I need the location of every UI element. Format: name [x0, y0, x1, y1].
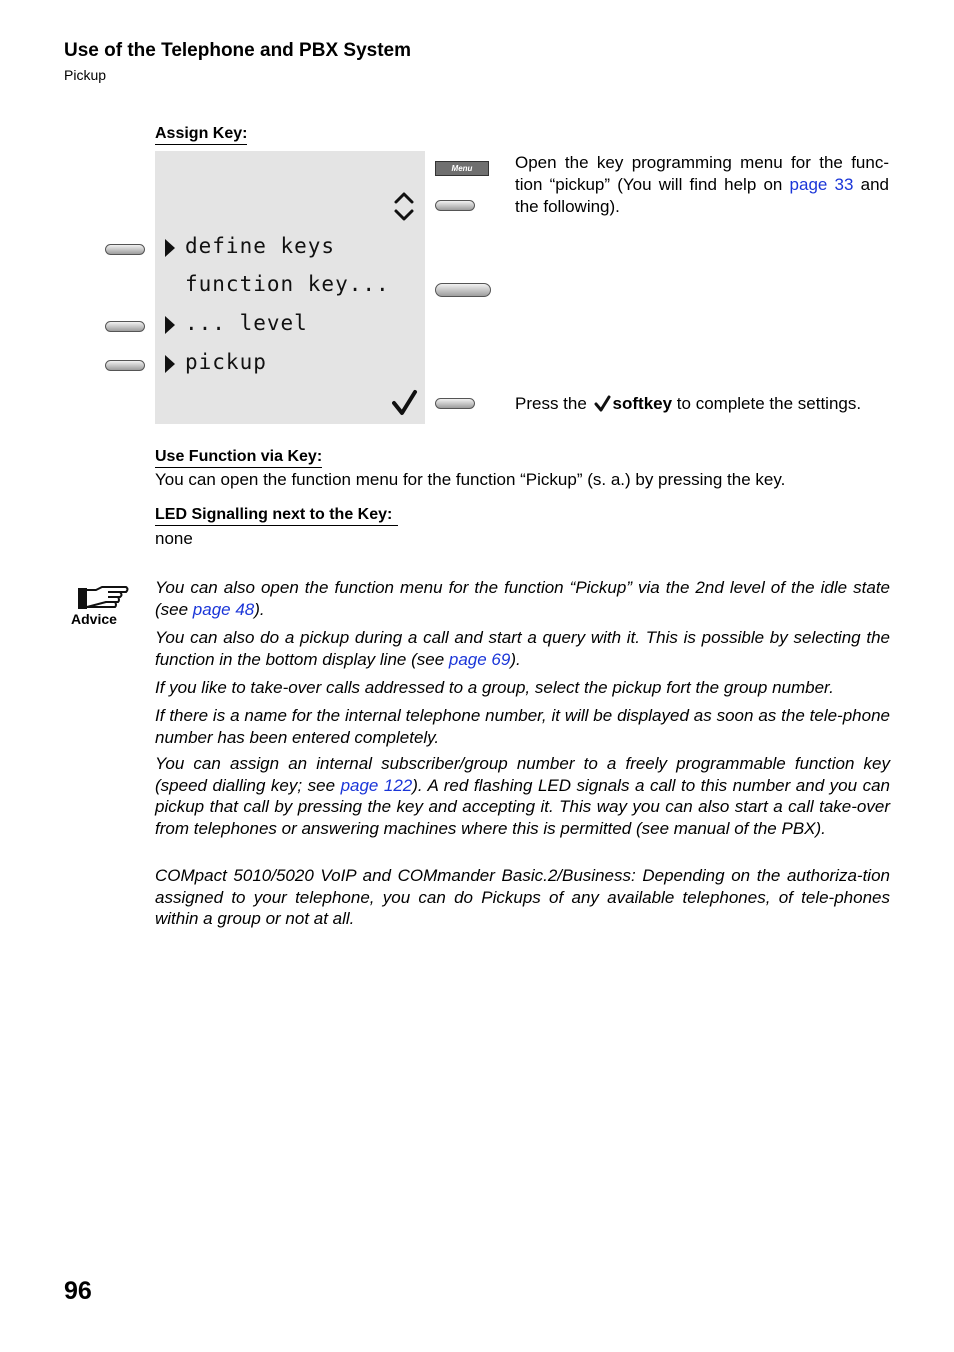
display-line-level: ... level [185, 311, 308, 335]
pointing-hand-icon [76, 584, 130, 612]
navigation-key[interactable] [435, 200, 475, 211]
advice-paragraph [155, 753, 890, 839]
page-number: 96 [64, 1277, 92, 1305]
display-line-define-keys: define keys [185, 234, 336, 258]
menu-key[interactable]: Menu [435, 161, 489, 176]
phone-display [155, 151, 425, 424]
use-function-heading: Use Function via Key: [155, 447, 322, 468]
assign-step-2 [515, 393, 889, 415]
display-side-key[interactable] [105, 360, 145, 371]
softkey[interactable] [435, 398, 475, 409]
advice-paragraph: If there is a name for the internal telephone number, it will be displayed as soon as the tele-phone number has been entered completely. [155, 706, 890, 747]
use-function-text: You can open the function menu for the function “Pickup” (s. a.) by pressing the key. [155, 470, 786, 489]
up-down-arrows-icon [393, 189, 415, 225]
step-2-text-end: to complete the settings. [672, 394, 862, 413]
advice-paragraph: COMpact 5010/5020 VoIP and COMmander Basic.2/Business: Depending on the authoriza-tion assigned to your telephone, you can do Pickups of any available telephones, of tele-phones within a group or not at all. [155, 866, 890, 928]
section-subtitle: Pickup [64, 67, 107, 83]
arrow-right-icon [164, 238, 176, 258]
led-heading: LED Signalling next to the Key: [155, 505, 398, 526]
arrow-right-icon [164, 315, 176, 335]
assign-key-heading: Assign Key: [155, 124, 247, 145]
display-line-pickup: pickup [185, 350, 267, 374]
checkmark-icon [392, 389, 418, 417]
checkmark-icon [594, 395, 611, 412]
page-link[interactable]: page 69 [448, 649, 511, 669]
display-side-key[interactable] [105, 244, 145, 255]
advice-paragraph: If you like to take-over calls addressed to a group, select the pickup fort the group number. [155, 678, 834, 697]
arrow-right-icon [164, 354, 176, 374]
advice-text: You can also open the function menu for the function “Pickup” via the 2nd level of the idle state (see [155, 578, 890, 619]
page-link[interactable]: page 33 [789, 175, 854, 194]
step-1-text-end: and the following). [515, 175, 889, 216]
advice-text: ). A red flashing LED signals a call to this number and you can pickup that call by pressing the key and accepting it. This way you can also start a call take-over from telephones or answering machines where this is permitted (see manual of the PBX). [155, 775, 891, 838]
step-2-text: Press the [515, 394, 592, 413]
advice-text: ). [510, 649, 521, 669]
display-side-key[interactable] [105, 321, 145, 332]
section-title: Use of the Telephone and PBX System [64, 40, 412, 61]
function-key[interactable] [435, 283, 491, 297]
advice-text: You can also do a pickup during a call and start a query with it. This is possible by selecting the function in the bottom display line (see [155, 628, 890, 669]
display-line-function-key: function key... [185, 272, 390, 296]
advice-text: ). [254, 599, 265, 619]
page-link[interactable]: page 48 [192, 599, 255, 619]
led-text: none [155, 529, 193, 548]
page-link[interactable]: page 122 [340, 775, 413, 795]
advice-paragraph [155, 627, 890, 670]
advice-paragraph [155, 577, 890, 620]
softkey-label: softkey [612, 394, 673, 413]
advice-text: You can assign an internal subscriber/group number to a freely programmable function key (speed dialling key; see [155, 754, 890, 795]
assign-step-1 [515, 152, 889, 218]
advice-label: Advice [71, 611, 117, 627]
step-1-text: Open the key programming menu for the func-tion “pickup” (You will find help on [515, 153, 889, 194]
